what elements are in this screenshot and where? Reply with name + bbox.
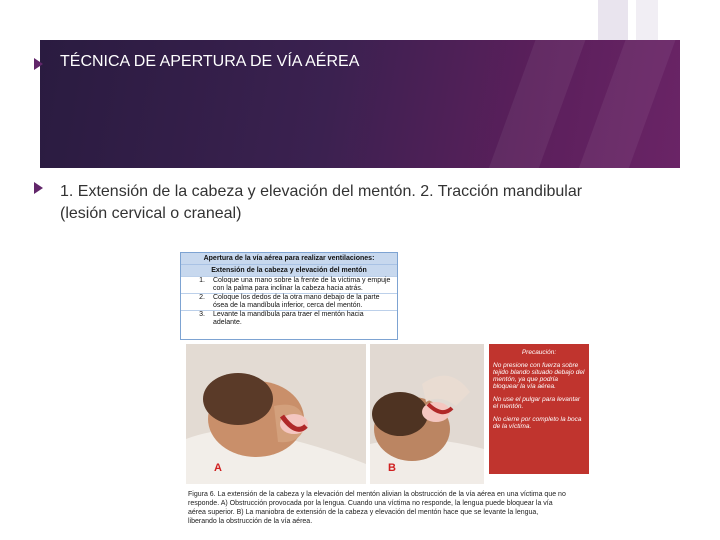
step-text: Levante la mandíbula para traer el mentón hacia adelante. (213, 311, 364, 326)
label-b: B (388, 462, 396, 474)
bullet-text: 1. Extensión de la cabeza y elevación del mentón. 2. Tracción mandibular (lesión cervical o craneal) (60, 183, 583, 222)
banner-decoration (485, 40, 586, 168)
bullet-arrow-icon (34, 58, 43, 70)
step-text: Coloque los dedos de la otra mano debajo de la parte ósea de la mandíbula inferior, cerca del mentón. (213, 294, 380, 309)
table-row (181, 293, 397, 310)
step-text: Coloque una mano sobre la frente de la víctima y empuje con la palma para inclinar la cabeza hacia atrás. (213, 277, 391, 292)
caution-title: Precaución: (521, 349, 557, 356)
bullet-arrow-icon (34, 182, 43, 194)
caution-item: No presione con fuerza sobre tejido blando situado debajo del mentón, ya que podría bloquear la vía aérea. (493, 362, 585, 390)
table-row (181, 276, 397, 293)
decorative-strip (598, 0, 628, 40)
caution-item: No use el pulgar para levantar el mentón. (493, 396, 581, 410)
caution-item: No cierre por completo la boca de la víctima. (493, 416, 582, 430)
airway-figure (180, 252, 590, 535)
table-row (181, 310, 397, 327)
step-number: 3. (199, 311, 205, 318)
banner-decoration (575, 40, 676, 168)
photo-tongue-obstruction (186, 344, 366, 484)
step-number: 2. (199, 294, 205, 301)
patient-illustration (186, 344, 366, 484)
photo-head-tilt (370, 344, 484, 484)
step-number: 1. (199, 277, 205, 284)
slide-title: TÉCNICA DE APERTURA DE VÍA AÉREA (60, 53, 360, 70)
decorative-strip (636, 0, 658, 40)
label-a: A (214, 462, 222, 474)
caution-box (489, 344, 589, 474)
steps-table (180, 252, 398, 340)
figure-caption: Figura 6. La extensión de la cabeza y la elevación del mentón alivian la obstrucción de la vía aérea en una víctima que no responde. A) Obstrucción provocada por la lengua. Cuando una víctima no responde, la lengua puede bloquear la vía aérea superior. B) La maniobra de extensión de la cabeza y elevación del mentón hace que se levante la lengua, liberando la obstrucción de la vía aérea. (188, 491, 566, 525)
table-subheader: Extensión de la cabeza y elevación del mentón (181, 264, 397, 276)
table-header: Apertura de la vía aérea para realizar ventilaciones: (181, 253, 397, 264)
